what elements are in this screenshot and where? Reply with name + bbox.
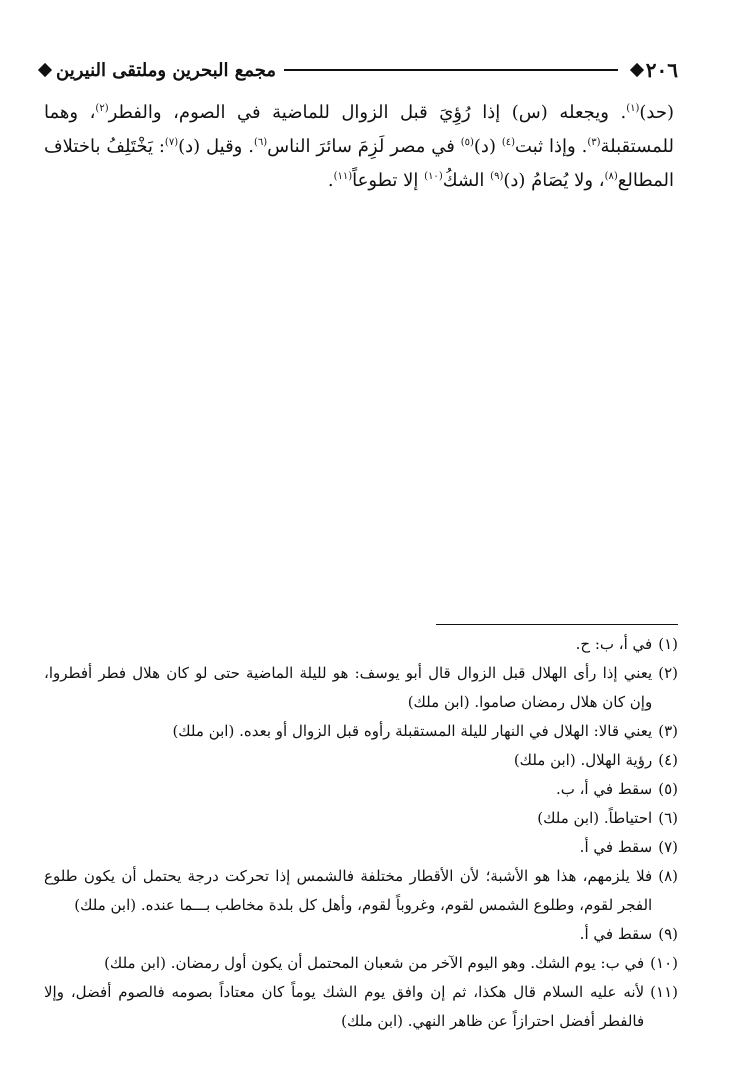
footnote-number: (٥) — [658, 780, 678, 798]
book-title: مجمع البحرين وملتقى النيرين — [56, 59, 277, 81]
footnote-text: في أ، ب: ح. — [575, 635, 653, 653]
footnote-marker: (٣) — [587, 137, 601, 148]
footnote-separator — [436, 624, 678, 625]
text-run: . ويجعله (س) إذا رُؤِيَ قبل الزوال للماضية في الصوم، والفطر — [108, 102, 627, 123]
text-run: . وقيل (د) — [178, 136, 254, 157]
text-run: في مصر لَزِمَ سائرَ الناس — [267, 136, 461, 157]
footnote-text: احتياطاً. (ابن ملك) — [537, 809, 653, 827]
main-text — [44, 96, 674, 198]
diamond-ornament-icon — [38, 63, 52, 77]
footnote-text: سقط في أ. — [579, 925, 653, 943]
text-run: : يَخْتَلِفُ باختلاف المطالع — [44, 136, 674, 191]
footnotes — [44, 630, 678, 1036]
footnote-text: يعني إذا رأى الهلال قبل الزوال قال أبو يوسف: هو لليلة الماضية حتى لو كان هلال فطر أفطروا، وإن كان هلال رمضان صاموا. (ابن ملك) — [44, 664, 653, 711]
text-run: ، وهما للمستقبلة — [44, 102, 674, 157]
footnote-item — [44, 978, 678, 1036]
footnote-marker: (١١) — [333, 171, 353, 182]
diamond-ornament-icon — [630, 63, 644, 77]
footnote-number: (١٠) — [650, 954, 678, 972]
footnote-marker: (٦) — [253, 137, 268, 148]
text-run: (د) — [473, 136, 502, 157]
running-header — [40, 54, 678, 86]
footnote-text: في ب: يوم الشك. وهو اليوم الآخر من شعبان المحتمل أن يكون أول رمضان. (ابن ملك) — [104, 954, 645, 972]
footnote-marker: (٨) — [604, 171, 618, 182]
footnote-text: لأنه عليه السلام قال هكذا، ثم إن وافق يوم الشك يوماً كان معتاداً بصومه فالصوم أفضل، وإلا فالفطر أفضل احترازاً عن ظاهر النهي. (ابن ملك) — [44, 983, 645, 1030]
footnote-marker: (٧) — [164, 137, 179, 148]
footnote-item — [44, 746, 678, 775]
footnote-marker: (٩) — [490, 171, 504, 182]
footnote-item — [44, 659, 678, 717]
footnote-item — [44, 804, 678, 833]
footnote-item — [44, 717, 678, 746]
text-run: (حد) — [639, 102, 675, 123]
footnote-item — [44, 775, 678, 804]
footnote-marker: (٥) — [460, 137, 474, 148]
footnote-marker: (٤) — [501, 137, 516, 148]
footnote-number: (١١) — [650, 983, 678, 1001]
footnote-text: يعني قالا: الهلال في النهار لليلة المستقبلة رأوه قبل الزوال أو بعده. (ابن ملك) — [172, 722, 653, 740]
footnote-item — [44, 949, 678, 978]
footnote-text: رؤية الهلال. (ابن ملك) — [513, 751, 653, 769]
footnote-number: (٨) — [658, 867, 678, 885]
footnote-number: (١) — [658, 635, 678, 653]
footnote-text: فلا يلزمهم، هذا هو الأشبة؛ لأن الأقطار مختلفة فالشمس إذا تحركت درجة يحتمل أن يكون طلوع الفجر لقوم، وطلوع الشمس لقوم، وغروباً لقوم، وأهل كل بلدة مخاطب بـــما عنده. (ابن ملك) — [44, 867, 653, 914]
footnote-number: (٣) — [658, 722, 678, 740]
footnote-item — [44, 630, 678, 659]
body-paragraph — [44, 96, 674, 198]
footnote-marker: (١) — [626, 103, 640, 114]
text-run: . وإذا ثبت — [515, 136, 588, 157]
text-run: إلا تطوعاً — [352, 170, 425, 191]
text-run: . — [327, 170, 334, 191]
footnote-text: سقط في أ. — [579, 838, 653, 856]
footnote-number: (٧) — [658, 838, 678, 856]
footnote-text: سقط في أ، ب. — [555, 780, 653, 798]
page-number: ٢٠٦ — [645, 58, 678, 82]
footnote-number: (٩) — [658, 925, 678, 943]
footnote-number: (٦) — [658, 809, 678, 827]
footnote-item — [44, 920, 678, 949]
footnote-item — [44, 862, 678, 920]
text-run: الشكُ — [442, 170, 491, 191]
header-rule — [284, 69, 618, 71]
footnote-marker: (٢) — [95, 103, 109, 114]
footnote-number: (٢) — [658, 664, 678, 682]
text-run: ، ولا يُصَامُ (د) — [503, 170, 605, 191]
footnote-item — [44, 833, 678, 862]
footnote-number: (٤) — [658, 751, 678, 769]
footnote-marker: (١٠) — [424, 171, 443, 182]
